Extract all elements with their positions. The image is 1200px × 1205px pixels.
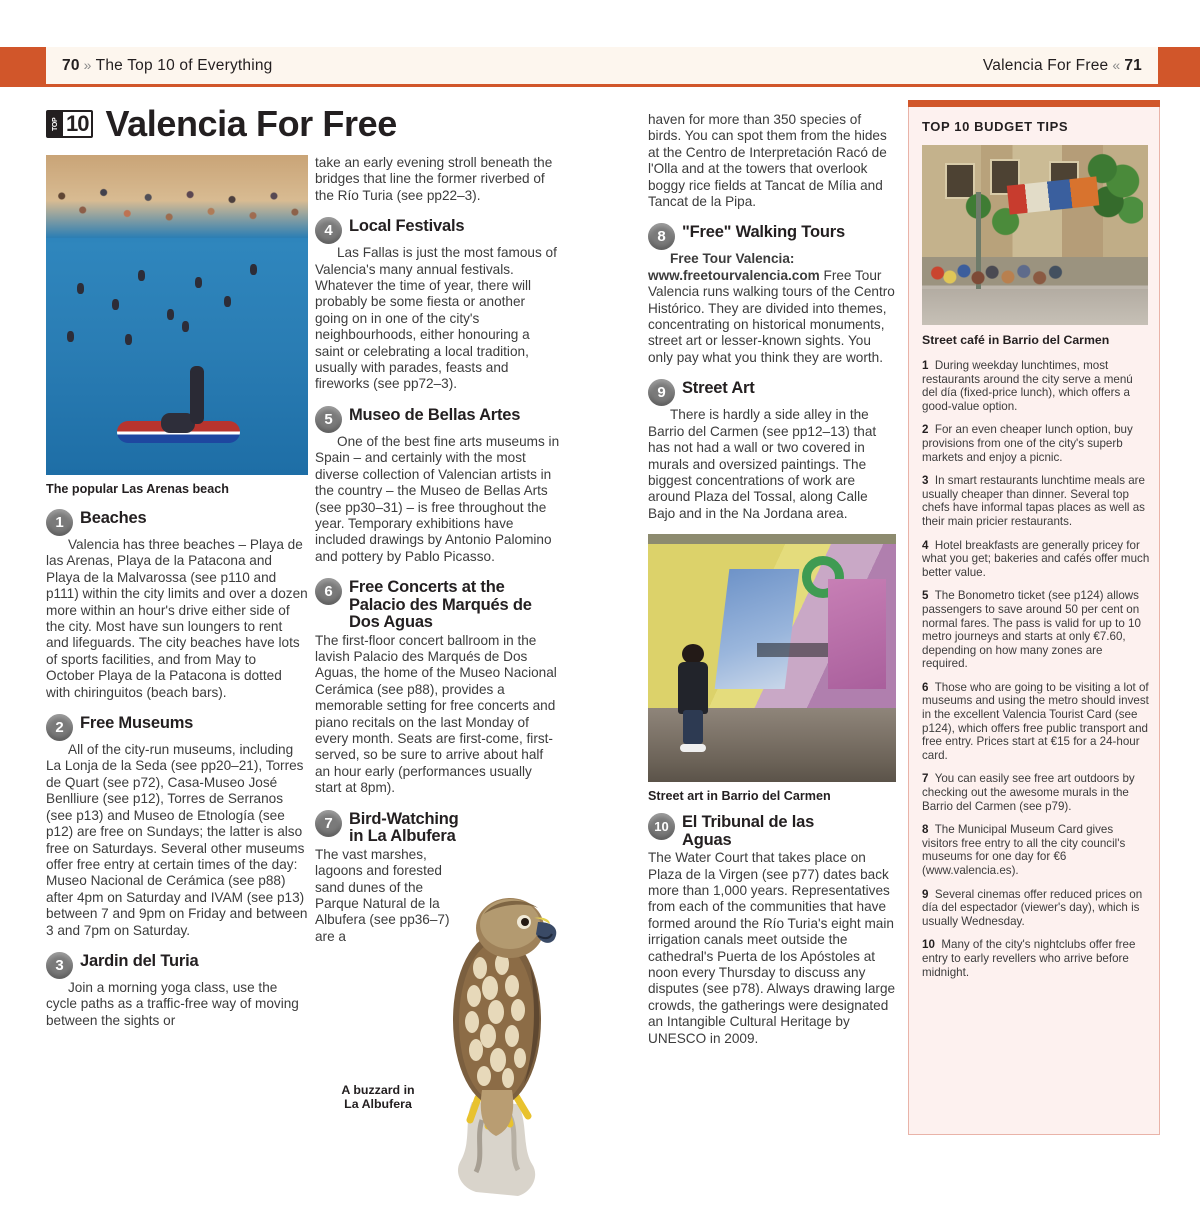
entry-3 bbox=[46, 951, 308, 1029]
entry-number-badge: 3 bbox=[46, 952, 73, 979]
entry-8-text: Free Tour Valencia runs walking tours of the Centro Histórico. They are divided into themes, concentrating on historical monuments, street art or lesser-known sights. You only pay what you think they are worth. bbox=[648, 267, 895, 365]
beach-swimmer bbox=[250, 264, 257, 275]
tip-number: 1 bbox=[922, 359, 929, 372]
entry-8 bbox=[648, 222, 896, 366]
right-chevron-icon: » bbox=[83, 57, 92, 73]
entry-7-head bbox=[315, 809, 465, 846]
entry-5-body bbox=[315, 434, 561, 565]
entry-4 bbox=[315, 216, 561, 393]
tip-text: Many of the city's nightclubs offer free entry to early revellers who arrive before midnight. bbox=[922, 938, 1136, 979]
running-head-bar bbox=[0, 47, 1200, 87]
entry-2 bbox=[46, 713, 308, 939]
entry-8-head bbox=[648, 222, 896, 250]
running-head-right-accent-block bbox=[1158, 47, 1200, 87]
tip-item bbox=[922, 474, 1150, 528]
top10-logo-icon bbox=[46, 110, 93, 138]
entry-9 bbox=[648, 378, 896, 522]
entry-number-badge: 6 bbox=[315, 578, 342, 605]
tip-item bbox=[922, 423, 1150, 464]
entry-5-text: One of the best fine arts museums in Spain – and certainly with the most diverse collection of Valencian artists in the country – the Museo de Bellas Arts (see pp30–31) – is free throughout the year. Temporary exhibitions have included drawings by Antonio Palomino and pottery by Pablo Picasso. bbox=[315, 433, 560, 564]
page-title: Valencia For Free bbox=[105, 103, 397, 144]
column-three-lead-paragraph: haven for more than 350 species of birds. You can spot them from the hides at the Centro de Interpretación Racó de l'Olla and at the towers that overlook boggy rice fields at Tancat de Mília and Tancat de la Pipa. bbox=[648, 112, 887, 210]
entry-6-text: The first-floor concert ballroom in the lavish Palacio des Marqués de Dos Aguas, the home of the Museo Nacional Cerámica (see p88), provides a memorable setting for free concerts and piano recitals on the last Monday of every month. Seats are first-come, first-served, so be sure to arrive about half an hour early (performances usually start at 8pm). bbox=[315, 632, 557, 796]
street-cafe-barrio-del-carmen-photo bbox=[922, 145, 1148, 325]
entry-5 bbox=[315, 405, 561, 565]
right-section-title: Valencia For Free bbox=[982, 57, 1109, 74]
entry-9-head bbox=[648, 378, 896, 406]
entry-number-badge: 10 bbox=[648, 813, 675, 840]
tip-text: Hotel breakfasts are generally pricey for what you get; bakeries and cafés offer much better value. bbox=[922, 538, 1150, 579]
beach-swimmer bbox=[67, 331, 74, 342]
entry-1-body bbox=[46, 537, 308, 701]
entry-1 bbox=[46, 508, 308, 701]
entry-6 bbox=[315, 577, 561, 797]
entry-6-title: Free Concerts at the Palacio des Marqués de Dos Aguas bbox=[349, 578, 532, 632]
entry-4-body bbox=[315, 245, 561, 393]
beach-photo-caption: The popular Las Arenas beach bbox=[46, 482, 229, 496]
beach-swimmer bbox=[182, 321, 189, 332]
entry-number-badge: 5 bbox=[315, 406, 342, 433]
beach-swimmer bbox=[138, 270, 145, 281]
las-arenas-beach-photo bbox=[46, 155, 308, 475]
tip-item bbox=[922, 589, 1150, 671]
entry-10-title: El Tribunal de las Aguas bbox=[682, 813, 815, 849]
top10-logo-number: 10 bbox=[63, 112, 91, 136]
entry-6-head bbox=[315, 577, 561, 632]
left-chevron-icon: « bbox=[1112, 57, 1121, 73]
entry-8-title: "Free" Walking Tours bbox=[682, 223, 845, 242]
column-one bbox=[46, 155, 308, 1029]
tip-item bbox=[922, 938, 1150, 979]
entry-7-text: The vast marshes, lagoons and forested sand dunes of the Parque Natural de la Albufera (see pp36–7) are a bbox=[315, 846, 450, 944]
running-head-right bbox=[983, 57, 1142, 75]
running-head-left bbox=[62, 57, 273, 75]
budget-tips-list bbox=[922, 359, 1150, 989]
tip-number: 8 bbox=[922, 823, 929, 837]
sidebar-accent-bar bbox=[908, 100, 1160, 107]
buzzard-text-wrap-spacer bbox=[465, 809, 561, 979]
street-art-barrio-del-carmen-photo bbox=[648, 534, 896, 782]
entry-9-body bbox=[648, 407, 896, 522]
entry-9-title: Street Art bbox=[682, 379, 755, 398]
entry-3-head bbox=[46, 951, 308, 979]
tip-text: For an even cheaper lunch option, buy provisions from one of the city's superb markets and enjoy a picnic. bbox=[922, 423, 1133, 464]
entry-7-title: Bird-Watching in La Albufera bbox=[349, 809, 459, 846]
entry-4-text: Las Fallas is just the most famous of Valencia's many annual festivals. Whatever the time of year, there will probably be some fiesta or another going on in one of the city's neighbourhoods, either honouring a saint or celebrating a local tradition, usually with parades, feasts and fireworks (see pp72–3). bbox=[315, 245, 557, 392]
beach-crowd bbox=[46, 168, 308, 238]
beach-swimmer bbox=[112, 299, 119, 310]
buzzard-caption-line-2: La Albufera bbox=[344, 1097, 412, 1111]
entry-number-badge: 2 bbox=[46, 714, 73, 741]
pedestrian-coat bbox=[678, 662, 708, 714]
entry-9-text: There is hardly a side alley in the Barrio del Carmen (see pp12–13) that has not had a wall or two covered in murals and oversized paintings. The biggest concentrations of work are around Plaza del Tossal, along Calle Bajo and in the Na Jordana area. bbox=[648, 407, 877, 521]
entry-10 bbox=[648, 812, 896, 1047]
entry-10-body bbox=[648, 850, 896, 1047]
cafe-scene bbox=[922, 145, 1148, 325]
tip-number: 5 bbox=[922, 589, 929, 603]
page-title-row bbox=[46, 100, 646, 148]
tip-number: 3 bbox=[922, 474, 929, 488]
entry-8-body bbox=[648, 251, 896, 366]
column-two-lead-paragraph: take an early evening stroll beneath the bridges that line the former riverbed of the Río Turia (see pp22–3). bbox=[315, 155, 553, 203]
tip-text: The Municipal Museum Card gives visitors free entry to all the city council's museums for one day for €6 (www.valencia.es). bbox=[922, 823, 1126, 877]
budget-tips-sidebar bbox=[908, 100, 1160, 1135]
tip-number: 10 bbox=[922, 938, 935, 952]
tip-item bbox=[922, 539, 1150, 580]
tip-text: The Bonometro ticket (see p124) allows passengers to save around 50 per cent on normal fares. The pass is valid for up to 10 metro journeys and starts at only €7.60, depending on how many zones are required. bbox=[922, 589, 1141, 671]
cafe-photo-caption: Street café in Barrio del Carmen bbox=[922, 333, 1110, 347]
entry-10-head bbox=[648, 812, 896, 849]
cafe-patrons bbox=[927, 249, 1103, 289]
tip-text: During weekday lunchtimes, most restaurants around the city serve a menú del día (fixed-price lunch), which offers a good-value option. bbox=[922, 359, 1133, 413]
tip-number: 6 bbox=[922, 680, 929, 694]
entry-1-head bbox=[46, 508, 308, 536]
tip-item bbox=[922, 681, 1150, 763]
top10-logo-top-label: TOP bbox=[48, 112, 63, 136]
buzzard-caption-line-1: A buzzard in bbox=[341, 1083, 415, 1097]
beach-swimmer bbox=[125, 334, 132, 345]
tip-text: Those who are going to be visiting a lot of museums and using the metro should invest in the excellent Valencia Tourist Card (see p124), which offers free public transport and free entry. Prices start at €15 for a 24-hour card. bbox=[922, 680, 1149, 762]
entry-8-subtitle[interactable]: Free Tour Valencia: www.freetourvalencia.com bbox=[648, 251, 820, 283]
pedestrian-legs bbox=[683, 710, 703, 744]
graffiti-dark-band bbox=[757, 643, 831, 657]
beach-swimmer bbox=[195, 277, 202, 288]
entry-number-badge: 9 bbox=[648, 379, 675, 406]
pedestrian-figure bbox=[678, 644, 708, 752]
entry-10-text: The Water Court that takes place on Plaza de la Virgen (see p77) dates back more than 1,000 years. Representatives from each of the communities that have formed around the Río Turia's eight main irrigation canals meet outside the cathedral's Puerta de los Apóstoles at noon every Thursday to discuss any disputes (see p78). Always drawing large crowds, the gatherings were designated an Intangible Cultural Heritage by UNESCO in 2009. bbox=[648, 850, 896, 1046]
tip-number: 2 bbox=[922, 423, 929, 437]
entry-2-title: Free Museums bbox=[80, 714, 194, 733]
graffiti-pink-tag bbox=[828, 579, 886, 689]
entry-number-badge: 4 bbox=[315, 217, 342, 244]
entry-4-head bbox=[315, 216, 561, 244]
entry-2-head bbox=[46, 713, 308, 741]
entry-3-body bbox=[46, 980, 308, 1029]
beach-swimmer bbox=[167, 309, 174, 320]
tip-text: You can easily see free art outdoors by checking out the awesome murals in the Barrio del Carmen (see p79). bbox=[922, 772, 1135, 813]
entry-7 bbox=[315, 809, 561, 945]
entry-2-text: All of the city-run museums, including La Lonja de la Seda (see pp20–21), Torres de Quart (see p72), Casa-Museo José Benlliure (see p12), Torres de Serranos (see p13) and Museo de Etnología (see p12) are free on Sundays; the latter is also free on Saturdays. Several other museums offer free entry at certain times of the day: Museo Nacional de Cerámica (see p88) after 4pm on Saturday and IVAM (see p13) between 7 and 9pm on Friday and between 3 and 7pm on Saturday. bbox=[46, 742, 308, 938]
entry-1-title: Beaches bbox=[80, 509, 147, 527]
tip-item bbox=[922, 359, 1150, 413]
right-page-number: 71 bbox=[1124, 57, 1142, 74]
column-two bbox=[315, 155, 561, 979]
standing-paddler bbox=[190, 366, 204, 424]
tip-number: 9 bbox=[922, 887, 929, 901]
pedestrian-shoes bbox=[680, 744, 706, 752]
entry-2-body bbox=[46, 742, 308, 939]
beach-swimmer bbox=[77, 283, 84, 294]
tip-item bbox=[922, 888, 1150, 929]
entry-3-text: Join a morning yoga class, use the cycle paths as a traffic-free way of moving between the sights or bbox=[46, 979, 299, 1028]
entry-number-badge: 7 bbox=[315, 810, 342, 837]
tip-number: 4 bbox=[922, 538, 929, 552]
buzzard-caption bbox=[318, 1083, 438, 1111]
street-art-photo-caption: Street art in Barrio del Carmen bbox=[648, 789, 831, 804]
column-three bbox=[648, 112, 896, 1047]
entry-5-title: Museo de Bellas Artes bbox=[349, 405, 521, 424]
tip-text: In smart restaurants lunchtime meals are usually cheaper than dinner. Several top chefs have informal tapas places as well as their main pricier restaurants. bbox=[922, 474, 1145, 528]
pedestrian-hair bbox=[682, 644, 704, 664]
sidebar-title: TOP 10 BUDGET TIPS bbox=[922, 119, 1069, 134]
beach-swimmer bbox=[224, 296, 231, 307]
entry-number-badge: 8 bbox=[648, 223, 675, 250]
left-section-title: The Top 10 of Everything bbox=[95, 57, 273, 74]
entry-3-title: Jardin del Turia bbox=[80, 951, 199, 970]
entry-4-title: Local Festivals bbox=[349, 217, 465, 236]
cafe-street bbox=[922, 289, 1148, 325]
tip-item bbox=[922, 772, 1150, 813]
running-head-left-accent-block bbox=[0, 47, 46, 87]
tip-number: 7 bbox=[922, 772, 929, 786]
entry-5-head bbox=[315, 405, 561, 433]
tip-item bbox=[922, 823, 1150, 877]
entry-6-body bbox=[315, 633, 561, 797]
tip-text: Several cinemas offer reduced prices on día del espectador (viewer's day), which is usually Wednesday. bbox=[922, 887, 1143, 928]
left-page-number: 70 bbox=[62, 57, 80, 74]
entry-number-badge: 1 bbox=[46, 509, 73, 536]
entry-1-text: Valencia has three beaches – Playa de las Arenas, Playa de la Patacona and Playa de la Malvarossa (see p110 and p111) within the city limits and over a dozen more within an hour's drive either side of the city. Most have sun loungers to rent and lifeguards. The city beaches have lots of sports facilities, and from May to October Playa de la Patacona is dotted with chiringuitos (beach bars). bbox=[46, 537, 308, 700]
